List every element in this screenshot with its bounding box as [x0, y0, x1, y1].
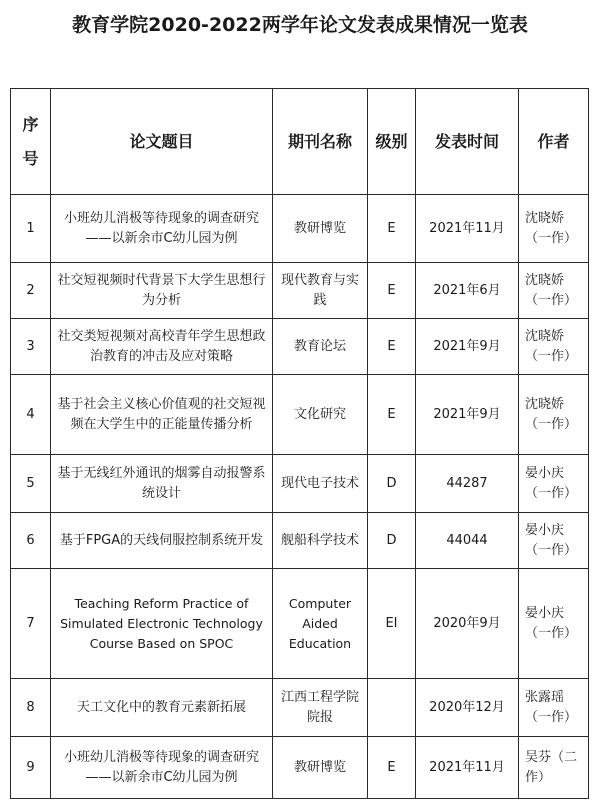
- row-level: E: [368, 263, 416, 319]
- row-date: 44044: [416, 513, 519, 569]
- row-journal: 文化研究: [273, 375, 368, 455]
- header-date: 发表时间: [416, 89, 519, 195]
- row-seq: 3: [11, 319, 51, 375]
- header-journal: 期刊名称: [273, 89, 368, 195]
- header-author: 作者: [519, 89, 589, 195]
- row-title: 社交类短视频对高校青年学生思想政治教育的冲击及应对策略: [51, 319, 273, 375]
- row-title: 小班幼儿消极等待现象的调查研究——以新余市C幼儿园为例: [51, 737, 273, 799]
- table-row: [11, 679, 589, 737]
- row-author: 张露瑶（一作）: [519, 679, 589, 737]
- row-title: 基于无线红外通讯的烟雾自动报警系统设计: [51, 455, 273, 513]
- row-title: 天工文化中的教育元素新拓展: [51, 679, 273, 737]
- row-journal: 现代电子技术: [273, 455, 368, 513]
- header-row: [11, 89, 589, 195]
- row-journal: Computer Aided Education: [273, 569, 368, 679]
- table-row: [11, 195, 589, 263]
- row-level: D: [368, 455, 416, 513]
- document-title: 教育学院2020-2022两学年论文发表成果情况一览表: [72, 14, 528, 36]
- row-date: 2021年9月: [416, 375, 519, 455]
- row-author: 晏小庆（一作）: [519, 569, 589, 679]
- header-seq-line1: 序: [22, 114, 39, 134]
- table-row: [11, 513, 589, 569]
- row-level: D: [368, 513, 416, 569]
- row-date: 2020年9月: [416, 569, 519, 679]
- row-title: 基于社会主义核心价值观的社交短视频在大学生中的正能量传播分析: [51, 375, 273, 455]
- row-title: Teaching Reform Practice of Simulated Electronic Technology Course Based on SPOC: [51, 569, 273, 679]
- row-title: 社交短视频时代背景下大学生思想行为分析: [51, 263, 273, 319]
- header-seq-line2: 号: [22, 148, 39, 168]
- row-seq: 4: [11, 375, 51, 455]
- row-journal: 舰船科学技术: [273, 513, 368, 569]
- row-author: 晏小庆（一作）: [519, 513, 589, 569]
- row-title: 基于FPGA的天线伺服控制系统开发: [51, 513, 273, 569]
- row-seq: 8: [11, 679, 51, 737]
- row-level: [368, 679, 416, 737]
- table-row: [11, 737, 589, 799]
- row-author: 晏小庆（一作）: [519, 455, 589, 513]
- row-journal: 现代教育与实践: [273, 263, 368, 319]
- row-level: E: [368, 375, 416, 455]
- papers-table: [10, 88, 589, 799]
- row-level: E: [368, 737, 416, 799]
- table-row: [11, 569, 589, 679]
- row-level: E: [368, 319, 416, 375]
- row-author: 沈晓娇（一作）: [519, 375, 589, 455]
- row-seq: 6: [11, 513, 51, 569]
- row-seq: 2: [11, 263, 51, 319]
- row-level: E: [368, 195, 416, 263]
- row-seq: 7: [11, 569, 51, 679]
- row-date: 2021年6月: [416, 263, 519, 319]
- header-paper-title: 论文题目: [51, 89, 273, 195]
- row-date: 2020年12月: [416, 679, 519, 737]
- header-level: 级别: [368, 89, 416, 195]
- row-date: 2021年11月: [416, 737, 519, 799]
- header-seq: [11, 89, 51, 195]
- table-row: [11, 319, 589, 375]
- table-row: [11, 263, 589, 319]
- table-row: [11, 455, 589, 513]
- row-author: 沈晓娇（一作）: [519, 195, 589, 263]
- row-seq: 9: [11, 737, 51, 799]
- row-journal: 教研博览: [273, 195, 368, 263]
- row-seq: 5: [11, 455, 51, 513]
- row-seq: 1: [11, 195, 51, 263]
- row-author: 吴芬（二作）: [519, 737, 589, 799]
- table-row: [11, 375, 589, 455]
- row-journal: 教研博览: [273, 737, 368, 799]
- row-date: 2021年11月: [416, 195, 519, 263]
- row-author: 沈晓娇（一作）: [519, 263, 589, 319]
- row-level: EI: [368, 569, 416, 679]
- row-title: 小班幼儿消极等待现象的调查研究——以新余市C幼儿园为例: [51, 195, 273, 263]
- row-date: 44287: [416, 455, 519, 513]
- row-date: 2021年9月: [416, 319, 519, 375]
- row-author: 沈晓娇（一作）: [519, 319, 589, 375]
- row-journal: 教育论坛: [273, 319, 368, 375]
- row-journal: 江西工程学院院报: [273, 679, 368, 737]
